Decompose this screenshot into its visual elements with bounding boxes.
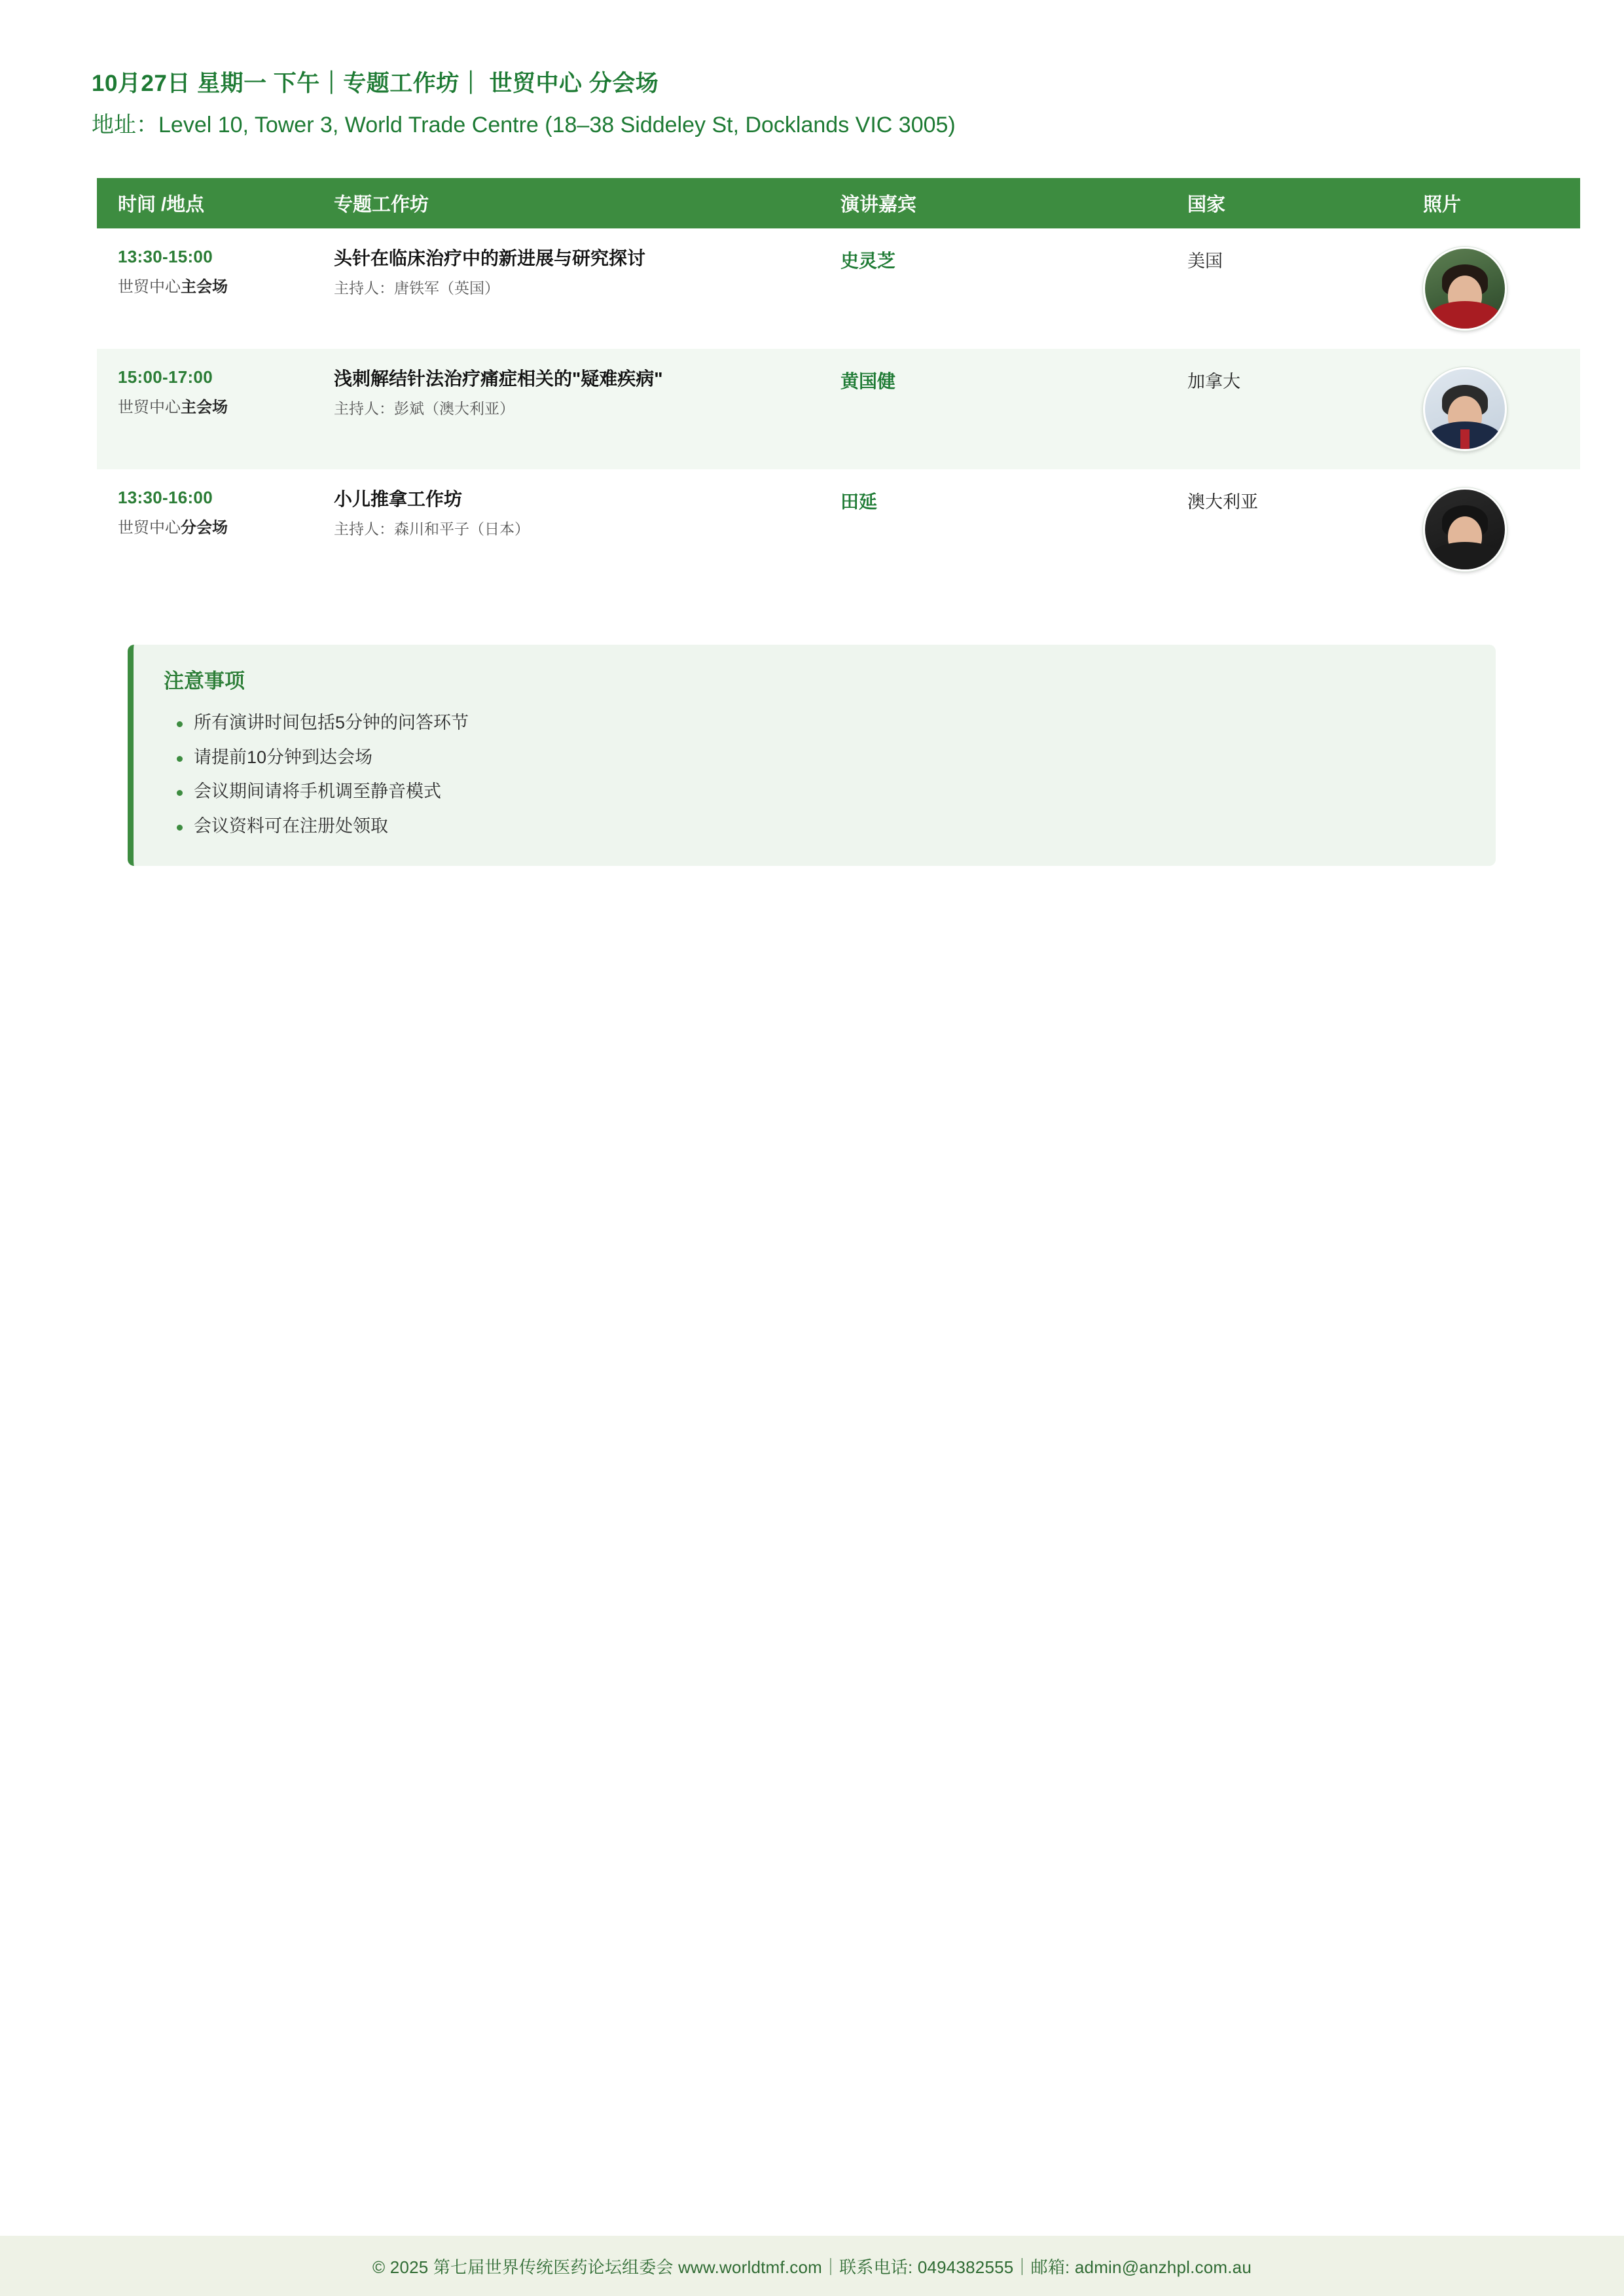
speaker-name: 黄国健 xyxy=(840,371,896,391)
list-item: 会议资料可在注册处领取 xyxy=(164,809,1470,844)
cell-speaker xyxy=(831,469,1181,590)
country-name: 澳大利亚 xyxy=(1187,492,1258,512)
country-name: 加拿大 xyxy=(1187,372,1240,391)
table-body xyxy=(97,228,1580,590)
workshop-title: 浅刺解结针法治疗痛症相关的"疑难疾病" xyxy=(334,368,663,389)
cell-speaker xyxy=(831,349,1181,469)
notes-panel xyxy=(128,645,1496,866)
avatar-body xyxy=(1428,542,1502,571)
schedule-table xyxy=(97,178,1580,590)
avatar xyxy=(1423,247,1507,331)
table-row xyxy=(97,228,1580,349)
column-header-speaker: 演讲嘉宾 xyxy=(831,178,1181,228)
workshop-title: 小儿推拿工作坊 xyxy=(334,489,463,509)
venue-hall: 主会场 xyxy=(181,399,228,416)
workshop-host: 主持人：唐铁军（英国） xyxy=(334,279,499,296)
workshop-host: 主持人：彭斌（澳大利亚） xyxy=(334,400,514,417)
column-header-topic: 专题工作坊 xyxy=(314,178,831,228)
cell-topic xyxy=(314,228,831,349)
table-row xyxy=(97,349,1580,469)
page-title: 10月27日 星期一 下午｜专题工作坊｜ 世贸中心 分会场 xyxy=(92,71,659,96)
venue-prefix: 世贸中心 xyxy=(118,399,181,416)
session-venue xyxy=(118,514,314,537)
column-header-time: 时间 /地点 xyxy=(97,178,314,228)
venue-prefix: 世贸中心 xyxy=(118,519,181,537)
cell-time xyxy=(97,469,314,590)
notes-list xyxy=(164,706,1470,844)
list-item: 会议期间请将手机调至静音模式 xyxy=(164,774,1470,809)
cell-time xyxy=(97,228,314,349)
avatar-tie xyxy=(1460,429,1470,449)
cell-speaker xyxy=(831,228,1181,349)
cell-photo xyxy=(1416,469,1580,590)
list-item: 请提前10分钟到达会场 xyxy=(164,740,1470,775)
avatar xyxy=(1423,488,1507,571)
list-item: 所有演讲时间包括5分钟的问答环节 xyxy=(164,706,1470,740)
column-header-country: 国家 xyxy=(1181,178,1416,228)
cell-topic xyxy=(314,469,831,590)
table-row xyxy=(97,469,1580,590)
workshop-title: 头针在临床治疗中的新进展与研究探讨 xyxy=(334,248,646,268)
cell-photo xyxy=(1416,349,1580,469)
venue-hall: 分会场 xyxy=(181,519,228,537)
country-name: 美国 xyxy=(1187,251,1223,271)
page-footer xyxy=(0,2236,1624,2296)
footer-text: © 2025 第七届世界传统医药论坛组委会 www.worldtmf.com｜联系电话: 0494382555｜邮箱: admin@anzhpl.com.au xyxy=(372,2257,1252,2277)
cell-country xyxy=(1181,469,1416,590)
cell-photo xyxy=(1416,228,1580,349)
cell-country xyxy=(1181,349,1416,469)
workshop-host: 主持人：森川和平子（日本） xyxy=(334,520,530,537)
cell-country xyxy=(1181,228,1416,349)
cell-time xyxy=(97,349,314,469)
speaker-name: 史灵芝 xyxy=(840,251,896,271)
session-time: 13:30-16:00 xyxy=(118,488,213,507)
avatar-body xyxy=(1428,301,1502,331)
session-time: 13:30-15:00 xyxy=(118,247,213,266)
table-header xyxy=(97,178,1580,228)
venue-hall: 主会场 xyxy=(181,278,228,296)
venue-prefix: 世贸中心 xyxy=(118,278,181,296)
notes-title: 注意事项 xyxy=(164,670,245,692)
venue-address: 地址：Level 10, Tower 3, World Trade Centre (18–38 Siddeley St, Docklands VIC 3005) xyxy=(92,112,956,137)
table-header-row xyxy=(97,178,1580,228)
avatar xyxy=(1423,367,1507,451)
session-time: 15:00-17:00 xyxy=(118,367,213,387)
session-venue xyxy=(118,274,314,296)
cell-topic xyxy=(314,349,831,469)
session-venue xyxy=(118,394,314,417)
session-header xyxy=(92,69,1532,139)
speaker-name: 田延 xyxy=(840,492,878,512)
column-header-photo: 照片 xyxy=(1416,178,1580,228)
